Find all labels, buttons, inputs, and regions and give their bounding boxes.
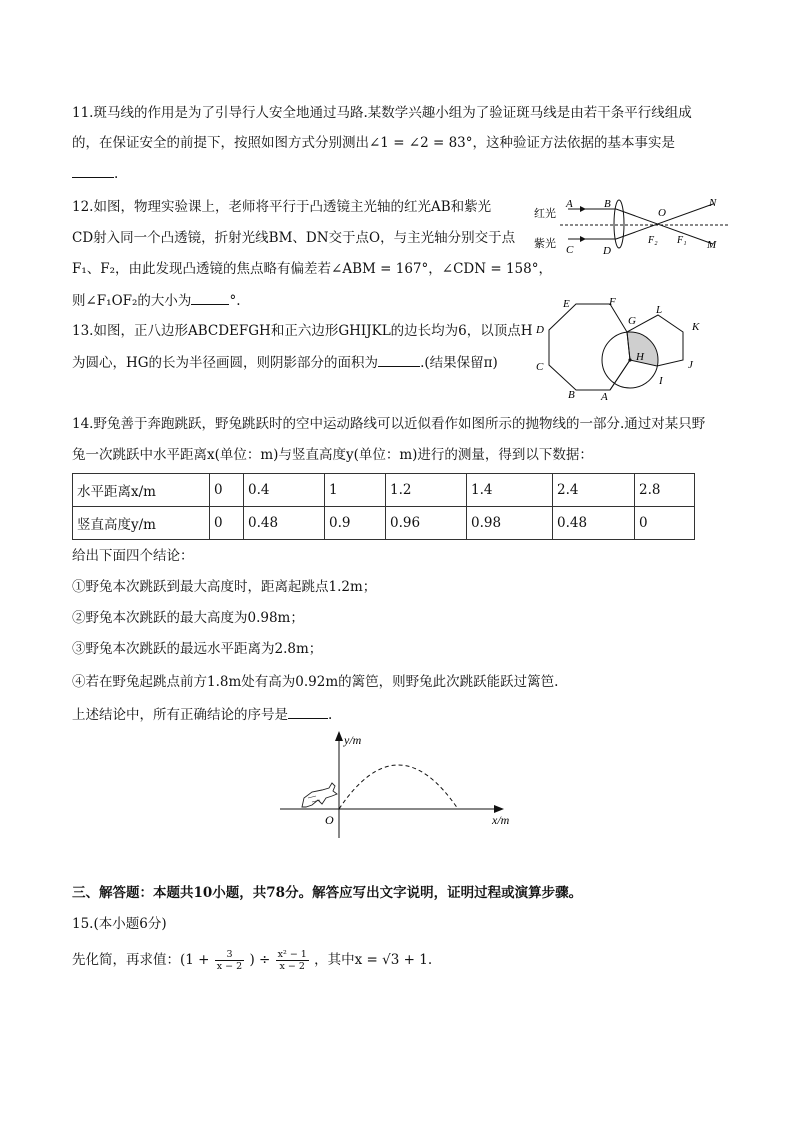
conclusion-3: ③野兔本次跳跃的最远水平距离为2.8m； xyxy=(72,641,323,657)
y-axis-label: y/m xyxy=(344,733,362,747)
q12-line4-text: 则∠F₁OF₂的大小为 xyxy=(72,293,192,309)
fraction-2-numerator: x² − 1 xyxy=(277,949,307,960)
table-cell: 1 xyxy=(325,474,386,507)
vertex-B: B xyxy=(568,389,575,401)
row-header: 水平距离x/m xyxy=(73,474,210,507)
table-cell: 0 xyxy=(210,507,244,540)
q14-ask-end: . xyxy=(328,707,333,723)
q14-ask xyxy=(72,704,332,725)
conclusion-4: ④若在野兔起跳点前方1.8m处有高为0.92m的篱笆，则野兔此次跳跃能跃过篱笆. xyxy=(72,674,559,690)
fraction-1-numerator: 3 xyxy=(215,949,244,961)
point-C: C xyxy=(566,244,574,256)
vertex-H: H xyxy=(636,351,644,363)
table-cell: 0 xyxy=(210,474,244,507)
q14-line1: 14.野兔善于奔跑跳跃，野兔跳跃时的空中运动路线可以近似看作如图所示的抛物线的一部分.通过对某只野 xyxy=(72,416,706,432)
fraction-1-denominator: x − 2 xyxy=(216,961,243,972)
q12-line1: 12.如图，物理实验课上，老师将平行于凸透镜主光轴的红光AB和紫光 xyxy=(72,199,492,215)
table-cell: 0.4 xyxy=(244,474,325,507)
q15-expr-mid: ) ÷ xyxy=(249,952,271,968)
q11-period: . xyxy=(114,166,119,182)
q14-ask-text: 上述结论中，所有正确结论的序号是 xyxy=(72,707,288,723)
fraction-2 xyxy=(276,949,309,972)
point-F1: F₁ xyxy=(677,235,687,246)
q13-line2 xyxy=(72,352,498,373)
table-cell: 0 xyxy=(635,507,695,540)
table-row xyxy=(73,474,695,507)
answer-blank[interactable] xyxy=(378,352,420,367)
table-cell: 0.96 xyxy=(386,507,467,540)
table-cell: 2.8 xyxy=(635,474,695,507)
table-cell: 0.9 xyxy=(325,507,386,540)
vertex-E: E xyxy=(563,298,570,310)
point-M: M xyxy=(707,239,717,251)
vertex-A: A xyxy=(601,391,608,403)
q11-line2: 的，在保证安全的前提下，按照如图方式分别测出∠1 = ∠2 = 83°，这种验证方法依据的基本事实是 xyxy=(72,135,676,151)
purple-light-label: 紫光 xyxy=(534,238,556,250)
answer-blank[interactable] xyxy=(288,704,328,719)
point-O: O xyxy=(658,207,666,219)
q15-expr-start: 先化简，再求值：(1 + xyxy=(72,952,210,968)
answer-blank[interactable] xyxy=(72,163,114,178)
fraction-2-denominator: x − 2 xyxy=(279,961,305,972)
rabbit-icon xyxy=(302,783,337,807)
parabola-graph xyxy=(272,728,522,840)
vertex-F: F xyxy=(609,296,616,308)
answer-blank[interactable] xyxy=(191,290,229,305)
q11-line3 xyxy=(72,163,118,184)
section-3-heading: 三、解答题：本题共10小题，共78分。解答应写出文字说明，证明过程或演算步骤。 xyxy=(72,885,583,901)
table-cell: 0.48 xyxy=(553,507,635,540)
q14-line2: 兔一次跳跃中水平距离x(单位：m)与竖直高度y(单位：m)进行的测量，得到以下数据： xyxy=(72,447,593,463)
q13-line2-text: 为圆心，HG的长为半径画圆，则阴影部分的面积为 xyxy=(72,355,379,371)
data-table xyxy=(72,473,695,540)
vertex-G: G xyxy=(628,315,636,327)
q15-expr-end: ，其中x = √3 + 1. xyxy=(314,952,433,968)
q13-line2-end: .(结果保留π) xyxy=(420,355,498,371)
q12-line2: CD射入同一个凸透镜，折射光线BM、DN交于点O，与主光轴分别交于点 xyxy=(72,230,516,246)
table-cell: 0.48 xyxy=(244,507,325,540)
q13-line1: 13.如图，正八边形ABCDEFGH和正六边形GHIJKL的边长均为6，以顶点H xyxy=(72,323,533,339)
point-N: N xyxy=(709,197,717,209)
origin-label: O xyxy=(325,813,334,827)
q12-line4-end: °. xyxy=(229,293,241,309)
conclusion-2: ②野兔本次跳跃的最大高度为0.98m； xyxy=(72,610,304,626)
lens-diagram xyxy=(528,192,733,258)
q15-header: 15.(本小题6分) xyxy=(72,916,167,932)
q12-line3: F₁、F₂，由此发现凸透镜的焦点略有偏差若∠ABM = 167°，∠CDN = 158°， xyxy=(72,261,552,277)
point-F2: F₂ xyxy=(648,235,658,246)
red-light-label: 红光 xyxy=(534,208,556,220)
q14-intro: 给出下面四个结论： xyxy=(72,548,194,564)
vertex-K: K xyxy=(692,321,700,333)
x-axis-label: x/m xyxy=(492,813,510,827)
table-cell: 1.4 xyxy=(467,474,553,507)
q12-line4 xyxy=(72,290,240,311)
table-cell: 0.98 xyxy=(467,507,553,540)
vertex-L: L xyxy=(656,304,663,316)
table-cell: 1.2 xyxy=(386,474,467,507)
q11-line1: 11.斑马线的作用是为了引导行人安全地通过马路.某数学兴趣小组为了验证斑马线是由若干条平行线组成 xyxy=(72,105,692,121)
vertex-J: J xyxy=(688,359,693,371)
polygon-diagram xyxy=(530,292,710,404)
point-A: A xyxy=(566,198,573,210)
vertex-D: D xyxy=(536,324,544,336)
q15-expression xyxy=(72,946,432,974)
fraction-1 xyxy=(215,949,244,972)
table-row xyxy=(73,507,695,540)
vertex-C: C xyxy=(536,361,544,373)
point-B: B xyxy=(604,198,611,210)
conclusion-1: ①野兔本次跳跃到最大高度时，距离起跳点1.2m； xyxy=(72,579,377,595)
table-cell: 2.4 xyxy=(553,474,635,507)
point-D: D xyxy=(603,245,611,257)
row-header: 竖直高度y/m xyxy=(73,507,210,540)
vertex-I: I xyxy=(659,375,663,387)
